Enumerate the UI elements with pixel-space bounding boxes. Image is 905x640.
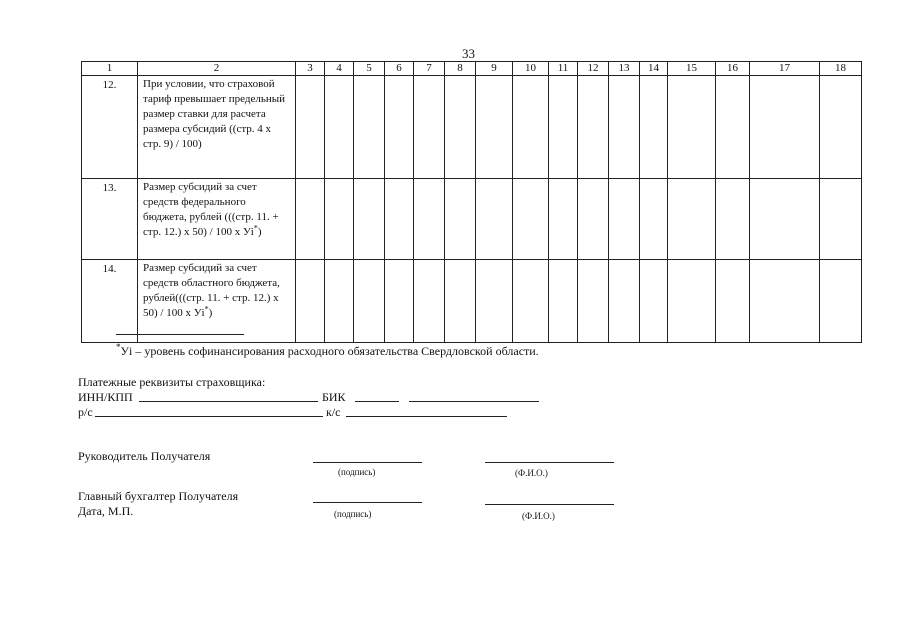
column-header: 14 <box>640 62 668 76</box>
head-fio-field[interactable] <box>485 462 614 463</box>
accountant-fio-field[interactable] <box>485 504 614 505</box>
head-signature-field[interactable] <box>313 462 422 463</box>
column-header: 15 <box>668 62 716 76</box>
column-header: 13 <box>609 62 640 76</box>
row-number: 13. <box>82 179 138 260</box>
subsidy-table <box>81 61 862 343</box>
head-label: Руководитель Получателя <box>78 449 211 463</box>
row-description: Размер субсидий за счет средств федерального бюджета, рублей (((стр. 11. + стр. 12.) х 50) / 100 х Уi*) <box>138 179 296 260</box>
column-header: 12 <box>578 62 609 76</box>
footnote-mark: * <box>204 304 209 314</box>
column-header: 16 <box>716 62 750 76</box>
requisites-title: Платежные реквизиты страховщика: <box>78 375 266 389</box>
footnote-mark: * <box>253 223 258 233</box>
column-header: 3 <box>296 62 325 76</box>
column-header: 5 <box>354 62 385 76</box>
row-description: При условии, что страховой тариф превышает предельный размер ставки для расчета размера субсидий ((стр. 4 х стр. 9) / 100) <box>138 76 296 179</box>
column-header: 11 <box>549 62 578 76</box>
fio-caption: (Ф.И.О.) <box>515 468 548 478</box>
column-header: 1 <box>82 62 138 76</box>
column-header: 8 <box>445 62 476 76</box>
date-label: Дата, М.П. <box>78 504 134 518</box>
footnote: *Уi – уровень софинансирования расходного обязательства Свердловской области. <box>116 342 539 358</box>
row-description: Размер субсидий за счет средств областного бюджета, рублей(((стр. 11. + стр. 12.) х 50) / 100 х Уi*) <box>138 260 296 343</box>
accountant-label: Главный бухгалтер Получателя <box>78 489 239 503</box>
row-number: 12. <box>82 76 138 179</box>
table-row-12 <box>82 76 862 179</box>
column-header: 4 <box>325 62 354 76</box>
ks-field[interactable] <box>346 416 507 417</box>
rs-field[interactable] <box>95 416 323 417</box>
column-header: 7 <box>414 62 445 76</box>
ks-label: к/с <box>326 405 341 419</box>
accountant-signature-field[interactable] <box>313 502 422 503</box>
fio-caption: (Ф.И.О.) <box>522 511 555 521</box>
column-header: 18 <box>820 62 862 76</box>
column-header: 17 <box>750 62 820 76</box>
sign-caption: (подпись) <box>334 509 372 519</box>
bik-label: БИК <box>322 390 346 404</box>
page-number: 33 <box>462 46 475 61</box>
column-header: 10 <box>513 62 549 76</box>
sign-caption: (подпись) <box>338 467 376 477</box>
column-header: 9 <box>476 62 513 76</box>
inn-label: ИНН/КПП <box>78 390 133 404</box>
footnote-separator <box>116 334 244 335</box>
table-header-row <box>82 62 862 76</box>
table-row-13 <box>82 179 862 260</box>
table-row-14 <box>82 260 862 343</box>
row-number: 14. <box>82 260 138 343</box>
column-header: 2 <box>138 62 296 76</box>
column-header: 6 <box>385 62 414 76</box>
bik-field[interactable] <box>355 401 399 402</box>
inn-field[interactable] <box>139 401 318 402</box>
bik-field-extra[interactable] <box>409 401 539 402</box>
rs-label: р/с <box>78 405 93 419</box>
